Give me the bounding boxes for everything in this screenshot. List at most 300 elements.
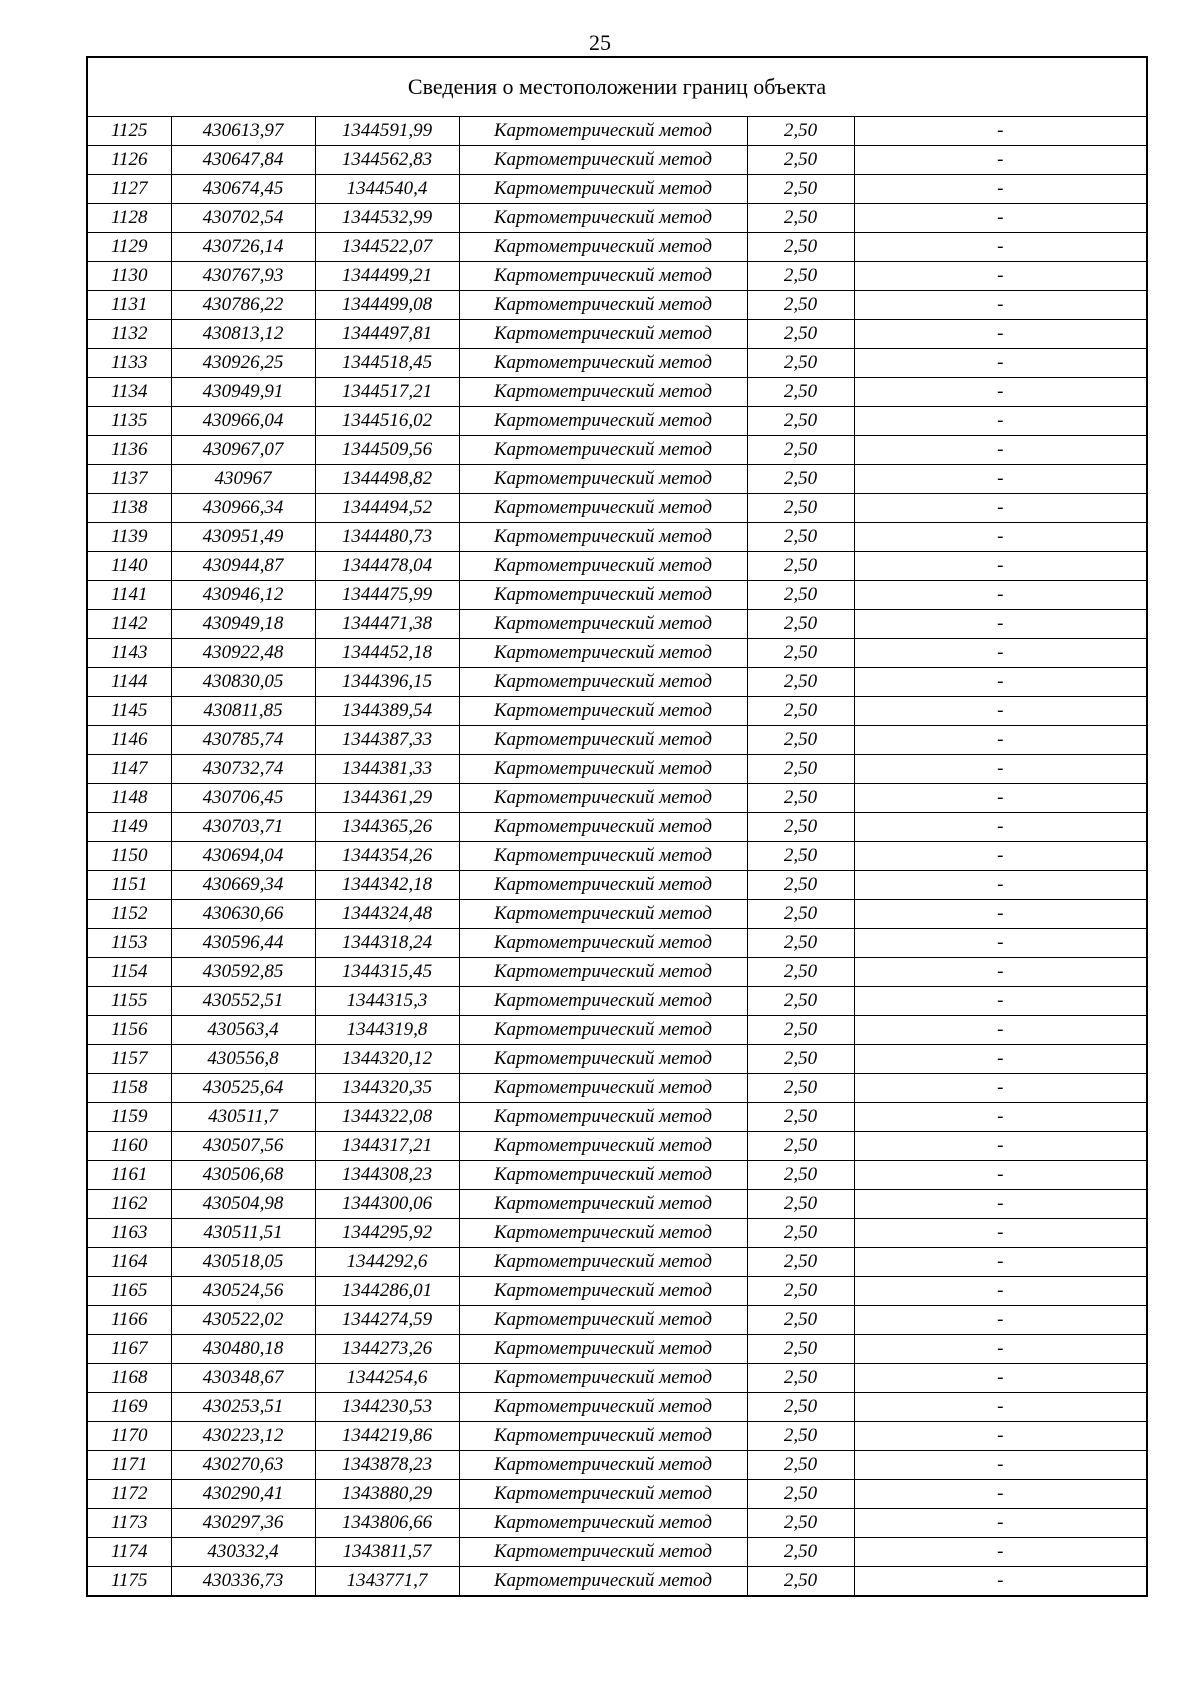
y-coordinate-cell: 1344517,21 (315, 378, 459, 407)
point-number-cell: 1152 (87, 900, 171, 929)
precision-cell: 2,50 (747, 291, 854, 320)
description-cell: - (854, 639, 1147, 668)
point-number-cell: 1158 (87, 1074, 171, 1103)
table-header (87, 57, 1147, 117)
y-coordinate-cell: 1344516,02 (315, 407, 459, 436)
precision-cell: 2,50 (747, 146, 854, 175)
x-coordinate-cell: 430702,54 (171, 204, 315, 233)
table-row (87, 1277, 1147, 1306)
y-coordinate-cell: 1344365,26 (315, 813, 459, 842)
point-number-cell: 1147 (87, 755, 171, 784)
table-row (87, 1393, 1147, 1422)
method-cell: Картометрический метод (459, 1016, 747, 1045)
point-number-cell: 1166 (87, 1306, 171, 1335)
point-number-cell: 1171 (87, 1451, 171, 1480)
x-coordinate-cell: 430563,4 (171, 1016, 315, 1045)
y-coordinate-cell: 1344292,6 (315, 1248, 459, 1277)
description-cell: - (854, 117, 1147, 146)
precision-cell: 2,50 (747, 494, 854, 523)
x-coordinate-cell: 430290,41 (171, 1480, 315, 1509)
x-coordinate-cell: 430522,02 (171, 1306, 315, 1335)
point-number-cell: 1130 (87, 262, 171, 291)
table-row (87, 1016, 1147, 1045)
y-coordinate-cell: 1344318,24 (315, 929, 459, 958)
method-cell: Картометрический метод (459, 697, 747, 726)
y-coordinate-cell: 1344452,18 (315, 639, 459, 668)
precision-cell: 2,50 (747, 813, 854, 842)
point-number-cell: 1174 (87, 1538, 171, 1567)
description-cell: - (854, 320, 1147, 349)
precision-cell: 2,50 (747, 407, 854, 436)
method-cell: Картометрический метод (459, 610, 747, 639)
table-row (87, 146, 1147, 175)
description-cell: - (854, 1277, 1147, 1306)
description-cell: - (854, 755, 1147, 784)
table-row (87, 1538, 1147, 1567)
table-row (87, 117, 1147, 146)
description-cell: - (854, 494, 1147, 523)
y-coordinate-cell: 1344494,52 (315, 494, 459, 523)
point-number-cell: 1159 (87, 1103, 171, 1132)
y-coordinate-cell: 1344499,21 (315, 262, 459, 291)
method-cell: Картометрический метод (459, 1103, 747, 1132)
description-cell: - (854, 523, 1147, 552)
method-cell: Картометрический метод (459, 639, 747, 668)
description-cell: - (854, 1161, 1147, 1190)
method-cell: Картометрический метод (459, 784, 747, 813)
y-coordinate-cell: 1344286,01 (315, 1277, 459, 1306)
x-coordinate-cell: 430253,51 (171, 1393, 315, 1422)
precision-cell: 2,50 (747, 204, 854, 233)
x-coordinate-cell: 430967 (171, 465, 315, 494)
precision-cell: 2,50 (747, 523, 854, 552)
x-coordinate-cell: 430811,85 (171, 697, 315, 726)
table-row (87, 494, 1147, 523)
point-number-cell: 1148 (87, 784, 171, 813)
description-cell: - (854, 1306, 1147, 1335)
point-number-cell: 1156 (87, 1016, 171, 1045)
method-cell: Картометрический метод (459, 465, 747, 494)
method-cell: Картометрический метод (459, 842, 747, 871)
description-cell: - (854, 1016, 1147, 1045)
x-coordinate-cell: 430926,25 (171, 349, 315, 378)
description-cell: - (854, 1509, 1147, 1538)
table-row (87, 755, 1147, 784)
x-coordinate-cell: 430785,74 (171, 726, 315, 755)
y-coordinate-cell: 1344317,21 (315, 1132, 459, 1161)
table-row (87, 262, 1147, 291)
y-coordinate-cell: 1344254,6 (315, 1364, 459, 1393)
precision-cell: 2,50 (747, 1045, 854, 1074)
description-cell: - (854, 1364, 1147, 1393)
y-coordinate-cell: 1344322,08 (315, 1103, 459, 1132)
x-coordinate-cell: 430592,85 (171, 958, 315, 987)
table-row (87, 1161, 1147, 1190)
x-coordinate-cell: 430556,8 (171, 1045, 315, 1074)
description-cell: - (854, 1045, 1147, 1074)
y-coordinate-cell: 1344324,48 (315, 900, 459, 929)
table-row (87, 1335, 1147, 1364)
x-coordinate-cell: 430223,12 (171, 1422, 315, 1451)
method-cell: Картометрический метод (459, 1509, 747, 1538)
x-coordinate-cell: 430922,48 (171, 639, 315, 668)
description-cell: - (854, 871, 1147, 900)
method-cell: Картометрический метод (459, 320, 747, 349)
precision-cell: 2,50 (747, 1451, 854, 1480)
precision-cell: 2,50 (747, 755, 854, 784)
y-coordinate-cell: 1344315,3 (315, 987, 459, 1016)
x-coordinate-cell: 430596,44 (171, 929, 315, 958)
precision-cell: 2,50 (747, 987, 854, 1016)
point-number-cell: 1140 (87, 552, 171, 581)
precision-cell: 2,50 (747, 1509, 854, 1538)
precision-cell: 2,50 (747, 1074, 854, 1103)
description-cell: - (854, 929, 1147, 958)
description-cell: - (854, 175, 1147, 204)
precision-cell: 2,50 (747, 1335, 854, 1364)
precision-cell: 2,50 (747, 871, 854, 900)
x-coordinate-cell: 430967,07 (171, 436, 315, 465)
method-cell: Картометрический метод (459, 987, 747, 1016)
x-coordinate-cell: 430270,63 (171, 1451, 315, 1480)
description-cell: - (854, 1567, 1147, 1597)
method-cell: Картометрический метод (459, 117, 747, 146)
precision-cell: 2,50 (747, 262, 854, 291)
table-row (87, 581, 1147, 610)
table-row (87, 407, 1147, 436)
table-row (87, 784, 1147, 813)
point-number-cell: 1136 (87, 436, 171, 465)
y-coordinate-cell: 1344230,53 (315, 1393, 459, 1422)
table-row (87, 1364, 1147, 1393)
x-coordinate-cell: 430336,73 (171, 1567, 315, 1597)
description-cell: - (854, 987, 1147, 1016)
y-coordinate-cell: 1344471,38 (315, 610, 459, 639)
precision-cell: 2,50 (747, 1306, 854, 1335)
method-cell: Картометрический метод (459, 726, 747, 755)
method-cell: Картометрический метод (459, 1248, 747, 1277)
x-coordinate-cell: 430297,36 (171, 1509, 315, 1538)
description-cell: - (854, 552, 1147, 581)
table-row (87, 987, 1147, 1016)
method-cell: Картометрический метод (459, 958, 747, 987)
x-coordinate-cell: 430946,12 (171, 581, 315, 610)
point-number-cell: 1141 (87, 581, 171, 610)
point-number-cell: 1133 (87, 349, 171, 378)
precision-cell: 2,50 (747, 1393, 854, 1422)
precision-cell: 2,50 (747, 1016, 854, 1045)
description-cell: - (854, 1190, 1147, 1219)
precision-cell: 2,50 (747, 639, 854, 668)
x-coordinate-cell: 430703,71 (171, 813, 315, 842)
table-row (87, 1480, 1147, 1509)
y-coordinate-cell: 1344381,33 (315, 755, 459, 784)
point-number-cell: 1172 (87, 1480, 171, 1509)
method-cell: Картометрический метод (459, 1219, 747, 1248)
point-number-cell: 1128 (87, 204, 171, 233)
table-row (87, 436, 1147, 465)
method-cell: Картометрический метод (459, 1335, 747, 1364)
description-cell: - (854, 813, 1147, 842)
precision-cell: 2,50 (747, 697, 854, 726)
point-number-cell: 1126 (87, 146, 171, 175)
table-row (87, 1306, 1147, 1335)
x-coordinate-cell: 430507,56 (171, 1132, 315, 1161)
precision-cell: 2,50 (747, 958, 854, 987)
point-number-cell: 1155 (87, 987, 171, 1016)
y-coordinate-cell: 1344319,8 (315, 1016, 459, 1045)
description-cell: - (854, 1538, 1147, 1567)
table-row (87, 175, 1147, 204)
table-title-row (87, 57, 1147, 117)
description-cell: - (854, 697, 1147, 726)
y-coordinate-cell: 1344354,26 (315, 842, 459, 871)
method-cell: Картометрический метод (459, 1074, 747, 1103)
description-cell: - (854, 842, 1147, 871)
x-coordinate-cell: 430694,04 (171, 842, 315, 871)
precision-cell: 2,50 (747, 668, 854, 697)
method-cell: Картометрический метод (459, 871, 747, 900)
precision-cell: 2,50 (747, 1103, 854, 1132)
y-coordinate-cell: 1344475,99 (315, 581, 459, 610)
method-cell: Картометрический метод (459, 1306, 747, 1335)
x-coordinate-cell: 430511,51 (171, 1219, 315, 1248)
point-number-cell: 1170 (87, 1422, 171, 1451)
description-cell: - (854, 262, 1147, 291)
x-coordinate-cell: 430966,34 (171, 494, 315, 523)
description-cell: - (854, 668, 1147, 697)
point-number-cell: 1138 (87, 494, 171, 523)
point-number-cell: 1165 (87, 1277, 171, 1306)
table-row (87, 697, 1147, 726)
method-cell: Картометрический метод (459, 523, 747, 552)
point-number-cell: 1125 (87, 117, 171, 146)
method-cell: Картометрический метод (459, 1393, 747, 1422)
precision-cell: 2,50 (747, 1161, 854, 1190)
description-cell: - (854, 1074, 1147, 1103)
precision-cell: 2,50 (747, 117, 854, 146)
x-coordinate-cell: 430949,91 (171, 378, 315, 407)
y-coordinate-cell: 1344562,83 (315, 146, 459, 175)
precision-cell: 2,50 (747, 610, 854, 639)
description-cell: - (854, 1480, 1147, 1509)
table-row (87, 1567, 1147, 1597)
x-coordinate-cell: 430524,56 (171, 1277, 315, 1306)
x-coordinate-cell: 430767,93 (171, 262, 315, 291)
method-cell: Картометрический метод (459, 813, 747, 842)
precision-cell: 2,50 (747, 726, 854, 755)
boundary-coordinates-table (86, 56, 1148, 1597)
point-number-cell: 1129 (87, 233, 171, 262)
method-cell: Картометрический метод (459, 1451, 747, 1480)
y-coordinate-cell: 1344315,45 (315, 958, 459, 987)
x-coordinate-cell: 430332,4 (171, 1538, 315, 1567)
x-coordinate-cell: 430949,18 (171, 610, 315, 639)
y-coordinate-cell: 1343811,57 (315, 1538, 459, 1567)
y-coordinate-cell: 1344396,15 (315, 668, 459, 697)
x-coordinate-cell: 430613,97 (171, 117, 315, 146)
x-coordinate-cell: 430951,49 (171, 523, 315, 552)
table-row (87, 552, 1147, 581)
table-row (87, 378, 1147, 407)
precision-cell: 2,50 (747, 1190, 854, 1219)
method-cell: Картометрический метод (459, 1277, 747, 1306)
point-number-cell: 1139 (87, 523, 171, 552)
method-cell: Картометрический метод (459, 146, 747, 175)
point-number-cell: 1175 (87, 1567, 171, 1597)
table-row (87, 1451, 1147, 1480)
method-cell: Картометрический метод (459, 378, 747, 407)
method-cell: Картометрический метод (459, 668, 747, 697)
x-coordinate-cell: 430944,87 (171, 552, 315, 581)
method-cell: Картометрический метод (459, 291, 747, 320)
x-coordinate-cell: 430511,7 (171, 1103, 315, 1132)
x-coordinate-cell: 430630,66 (171, 900, 315, 929)
x-coordinate-cell: 430506,68 (171, 1161, 315, 1190)
method-cell: Картометрический метод (459, 407, 747, 436)
method-cell: Картометрический метод (459, 1364, 747, 1393)
y-coordinate-cell: 1344532,99 (315, 204, 459, 233)
point-number-cell: 1145 (87, 697, 171, 726)
method-cell: Картометрический метод (459, 1538, 747, 1567)
description-cell: - (854, 378, 1147, 407)
table-row (87, 1422, 1147, 1451)
precision-cell: 2,50 (747, 1132, 854, 1161)
precision-cell: 2,50 (747, 929, 854, 958)
method-cell: Картометрический метод (459, 1132, 747, 1161)
precision-cell: 2,50 (747, 1480, 854, 1509)
point-number-cell: 1150 (87, 842, 171, 871)
method-cell: Картометрический метод (459, 929, 747, 958)
table-row (87, 1190, 1147, 1219)
y-coordinate-cell: 1344478,04 (315, 552, 459, 581)
method-cell: Картометрический метод (459, 1161, 747, 1190)
description-cell: - (854, 726, 1147, 755)
method-cell: Картометрический метод (459, 436, 747, 465)
y-coordinate-cell: 1344518,45 (315, 349, 459, 378)
precision-cell: 2,50 (747, 842, 854, 871)
precision-cell: 2,50 (747, 1277, 854, 1306)
method-cell: Картометрический метод (459, 755, 747, 784)
x-coordinate-cell: 430732,74 (171, 755, 315, 784)
point-number-cell: 1146 (87, 726, 171, 755)
point-number-cell: 1162 (87, 1190, 171, 1219)
point-number-cell: 1173 (87, 1509, 171, 1538)
precision-cell: 2,50 (747, 1567, 854, 1597)
point-number-cell: 1169 (87, 1393, 171, 1422)
precision-cell: 2,50 (747, 1364, 854, 1393)
point-number-cell: 1167 (87, 1335, 171, 1364)
point-number-cell: 1163 (87, 1219, 171, 1248)
point-number-cell: 1151 (87, 871, 171, 900)
method-cell: Картометрический метод (459, 233, 747, 262)
precision-cell: 2,50 (747, 581, 854, 610)
table-row (87, 349, 1147, 378)
precision-cell: 2,50 (747, 349, 854, 378)
description-cell: - (854, 610, 1147, 639)
precision-cell: 2,50 (747, 378, 854, 407)
method-cell: Картометрический метод (459, 1422, 747, 1451)
table-row (87, 842, 1147, 871)
point-number-cell: 1135 (87, 407, 171, 436)
method-cell: Картометрический метод (459, 581, 747, 610)
point-number-cell: 1144 (87, 668, 171, 697)
x-coordinate-cell: 430674,45 (171, 175, 315, 204)
y-coordinate-cell: 1344387,33 (315, 726, 459, 755)
table-row (87, 929, 1147, 958)
precision-cell: 2,50 (747, 1219, 854, 1248)
point-number-cell: 1164 (87, 1248, 171, 1277)
description-cell: - (854, 407, 1147, 436)
method-cell: Картометрический метод (459, 349, 747, 378)
y-coordinate-cell: 1344509,56 (315, 436, 459, 465)
table-row (87, 900, 1147, 929)
precision-cell: 2,50 (747, 552, 854, 581)
precision-cell: 2,50 (747, 1538, 854, 1567)
table-row (87, 320, 1147, 349)
method-cell: Картометрический метод (459, 1190, 747, 1219)
table-row (87, 1074, 1147, 1103)
point-number-cell: 1127 (87, 175, 171, 204)
y-coordinate-cell: 1343771,7 (315, 1567, 459, 1597)
y-coordinate-cell: 1344219,86 (315, 1422, 459, 1451)
precision-cell: 2,50 (747, 175, 854, 204)
y-coordinate-cell: 1344591,99 (315, 117, 459, 146)
table-row (87, 1509, 1147, 1538)
y-coordinate-cell: 1344300,06 (315, 1190, 459, 1219)
point-number-cell: 1157 (87, 1045, 171, 1074)
y-coordinate-cell: 1344295,92 (315, 1219, 459, 1248)
x-coordinate-cell: 430813,12 (171, 320, 315, 349)
x-coordinate-cell: 430480,18 (171, 1335, 315, 1364)
y-coordinate-cell: 1344389,54 (315, 697, 459, 726)
y-coordinate-cell: 1344273,26 (315, 1335, 459, 1364)
point-number-cell: 1149 (87, 813, 171, 842)
precision-cell: 2,50 (747, 233, 854, 262)
table-title: Сведения о местоположении границ объекта (87, 57, 1147, 117)
table-row (87, 813, 1147, 842)
description-cell: - (854, 1422, 1147, 1451)
y-coordinate-cell: 1344308,23 (315, 1161, 459, 1190)
precision-cell: 2,50 (747, 1422, 854, 1451)
table-row (87, 1045, 1147, 1074)
table-row (87, 204, 1147, 233)
x-coordinate-cell: 430726,14 (171, 233, 315, 262)
y-coordinate-cell: 1344498,82 (315, 465, 459, 494)
method-cell: Картометрический метод (459, 1045, 747, 1074)
description-cell: - (854, 1248, 1147, 1277)
table-row (87, 1219, 1147, 1248)
precision-cell: 2,50 (747, 900, 854, 929)
description-cell: - (854, 784, 1147, 813)
table-row (87, 233, 1147, 262)
description-cell: - (854, 1219, 1147, 1248)
y-coordinate-cell: 1344320,35 (315, 1074, 459, 1103)
y-coordinate-cell: 1344274,59 (315, 1306, 459, 1335)
x-coordinate-cell: 430525,64 (171, 1074, 315, 1103)
description-cell: - (854, 291, 1147, 320)
table-row (87, 465, 1147, 494)
method-cell: Картометрический метод (459, 1480, 747, 1509)
table-row (87, 1103, 1147, 1132)
precision-cell: 2,50 (747, 1248, 854, 1277)
precision-cell: 2,50 (747, 465, 854, 494)
description-cell: - (854, 581, 1147, 610)
table-row (87, 726, 1147, 755)
y-coordinate-cell: 1344361,29 (315, 784, 459, 813)
table-row (87, 871, 1147, 900)
y-coordinate-cell: 1344320,12 (315, 1045, 459, 1074)
